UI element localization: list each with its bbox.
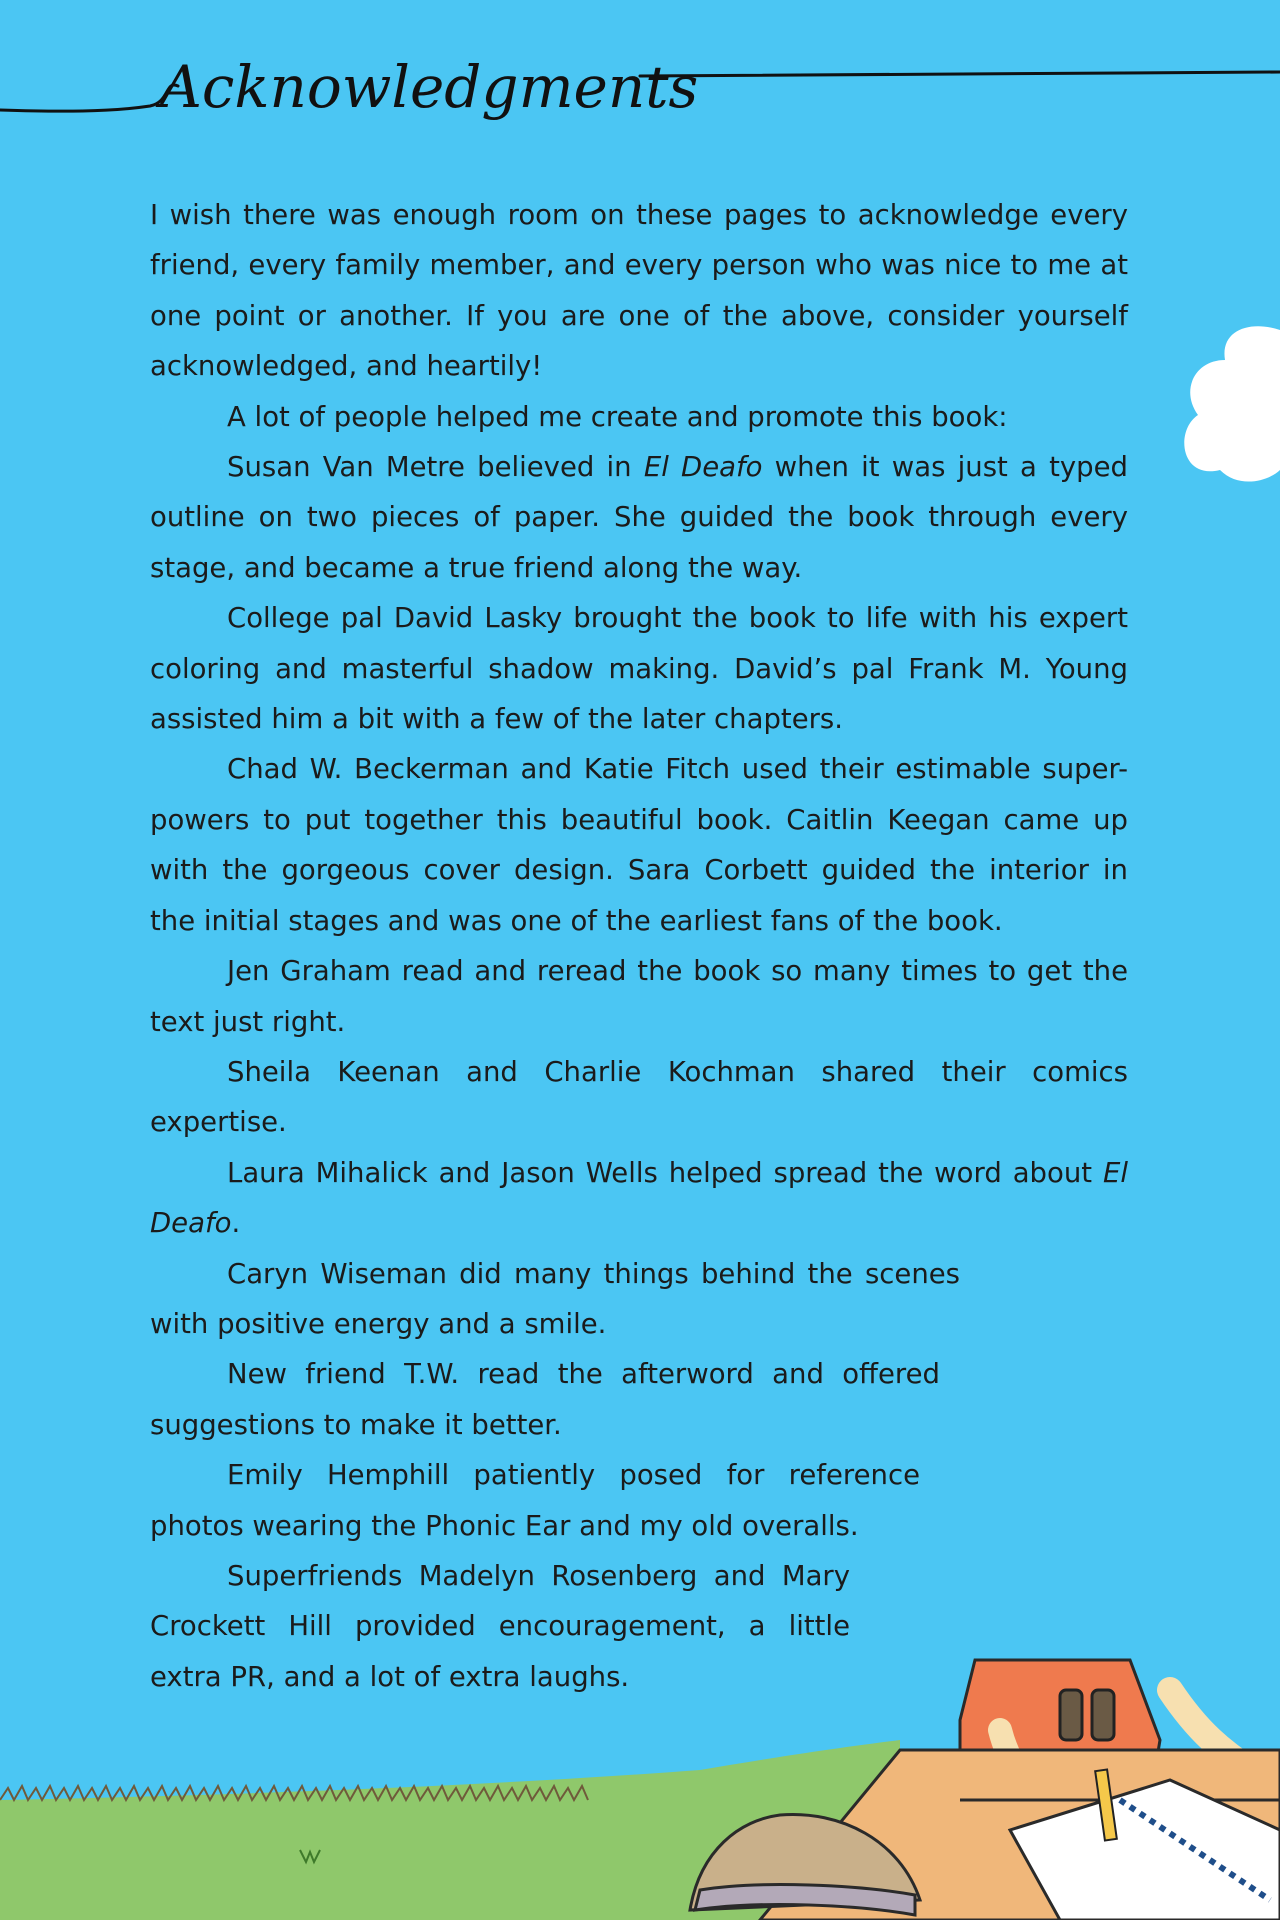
paragraph-spread-word [150, 1148, 1128, 1249]
paragraph-helpers-intro: A lot of people helped me create and promote this book: [227, 400, 1008, 433]
paragraph-david-lasky: College pal David Lasky brought the book to life with his expert coloring and masterful shadow making. David’s pal Frank M. Young assisted him a bit with a few of the later chapters. [150, 602, 1128, 736]
text-segment: Susan Van Metre believed in [227, 451, 644, 484]
text-segment: Laura Mihalick and Jason Wells helped spread the word about [227, 1156, 1103, 1189]
book-title: El Deafo [643, 451, 763, 484]
paragraph-intro: I wish there was enough room on these pages to acknowledge every friend, every family member, and every person who was nice to me at one point or another. If you are one of the above, consider yourself acknowledged, and heartily! [150, 199, 1128, 383]
bottom-illustration [0, 1600, 1280, 1920]
paragraph-design-team: Chad W. Beckerman and Katie Fitch used their estimable super-powers to put together this beautiful book. Caitlin Keegan came up with the gorgeous cover design. Sara Corbett guided the interior in the initial stages and was one of the earliest fans of the book. [150, 753, 1128, 937]
text-segment: when it was just a typed outline on two pieces of paper. She guided the book through every stage, and became a true friend along the way. [150, 451, 1128, 584]
paragraph-emily-hemphill: Emily Hemphill patiently posed for reference photos wearing the Phonic Ear and my old overalls. [150, 1459, 920, 1542]
acknowledgments-body [150, 190, 1128, 1702]
book-title: El Deafo [150, 1156, 1128, 1240]
paragraph-comics-expertise: Sheila Keenan and Charlie Kochman shared their comics expertise. [150, 1055, 1128, 1139]
heading-area [0, 40, 1280, 150]
page-title: Acknowledgments [160, 53, 699, 121]
paragraph-jen-graham: Jen Graham read and reread the book so many times to get the text just right. [150, 955, 1128, 1038]
text-segment: . [231, 1207, 241, 1240]
paragraph-caryn-wiseman: Caryn Wiseman did many things behind the scenes with positive energy and a smile. [150, 1257, 960, 1340]
paragraph-superfriends: Superfriends Madelyn Rosenberg and Mary Crockett Hill provided encouragement, a little extra PR, and a lot of extra laughs. [150, 1559, 850, 1693]
paragraph-susan-van-metre [150, 442, 1128, 593]
paragraph-tw: New friend T.W. read the afterword and offered suggestions to make it better. [150, 1358, 940, 1441]
cloud-icon [1170, 320, 1280, 490]
